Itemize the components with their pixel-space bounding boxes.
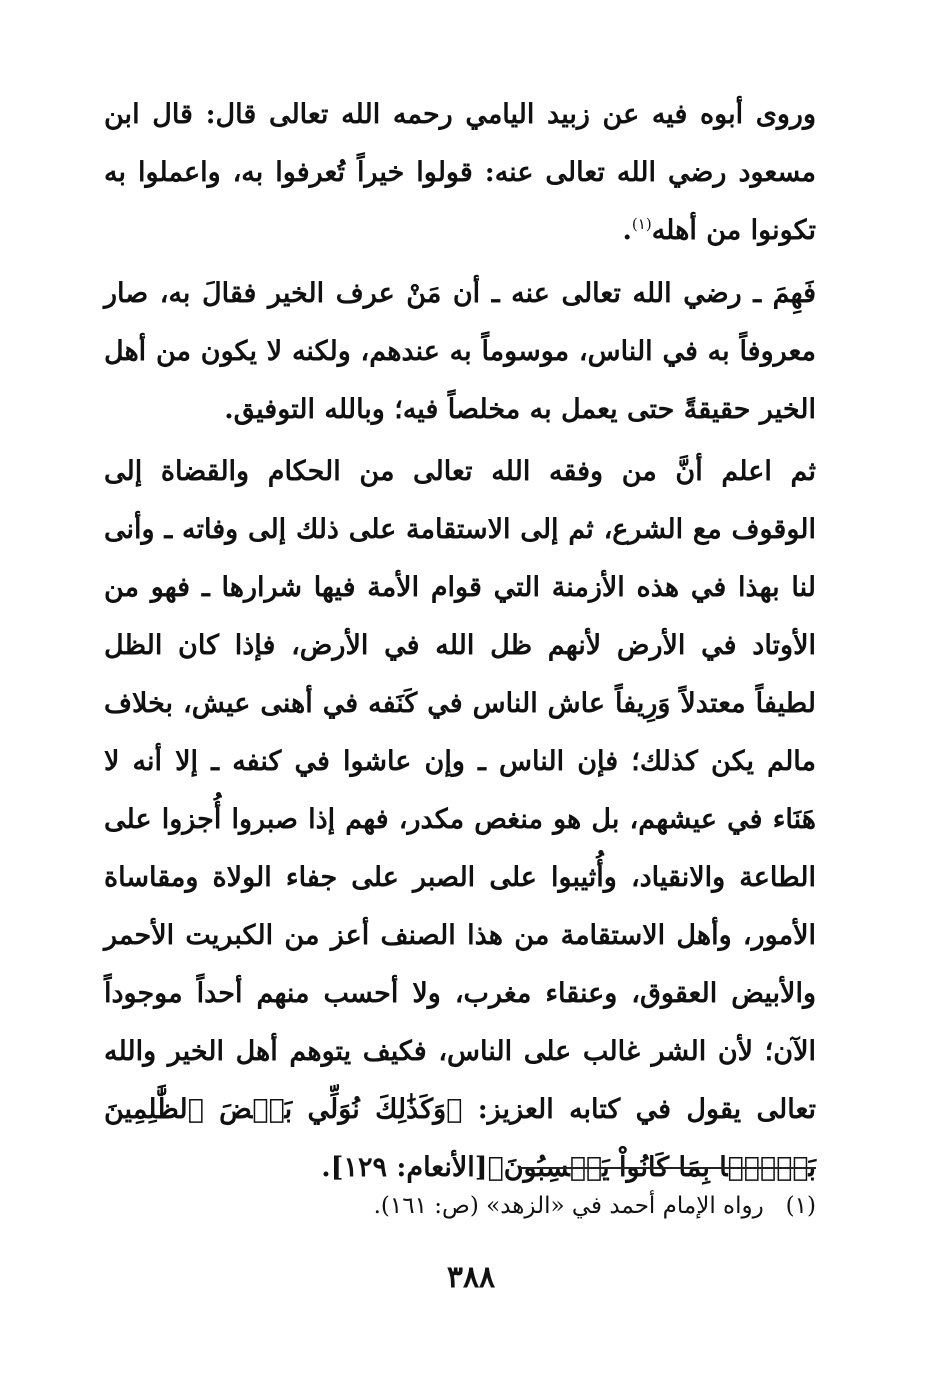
quran-citation: [الأنعام: ١٢٩]. bbox=[321, 1152, 488, 1183]
paragraph-1-end: . bbox=[622, 215, 632, 246]
paragraph-3 bbox=[104, 443, 816, 1197]
footnote-separator bbox=[520, 1167, 816, 1169]
footnote-reference[interactable]: (١) bbox=[631, 215, 652, 233]
footnote-text: رواه الإمام أحمد في «الزهد» (ص: ١٦١). bbox=[373, 1193, 764, 1219]
paragraph-1-text: وروى أبوه فيه عن زبيد اليامي رحمه الله تعالى قال: قال ابن مسعود رضي الله تعالى عنه: قولوا خيراً تُعرفوا به، واعملوا به تكونوا من أهله bbox=[104, 99, 816, 246]
quran-verse: ﴿وَكَذَٰلِكَ نُوَلِّي بَعۡضَ ٱلظَّٰلِمِينَ بَعۡضَۢا بِمَا كَانُواْ يَكۡسِبُونَ﴾ bbox=[104, 1094, 816, 1183]
paragraph-2 bbox=[104, 265, 816, 439]
paragraph-2-text: فَهِمَ ـ رضي الله تعالى عنه ـ أن مَنْ عرف الخير فقالَ به، صار معروفاً به في الناس، موسوماً به عندهم، ولكنه لا يكون من أهل الخير حقيقةً حتى يعمل به مخلصاً فيه؛ وبالله التوفيق. bbox=[104, 278, 816, 425]
paragraph-3-text: ثم اعلم أنَّ من وفقه الله تعالى من الحكام والقضاة إلى الوقوف مع الشرع، ثم إلى الاستقامة على ذلك إلى وفاته ـ وأنى لنا بهذا في هذه الأزمنة التي قوام الأمة فيها شرارها ـ فهو من الأوتاد في الأرض لأنهم ظل الله في الأرض، فإذا كان الظل لطيفاً معتدلاً وَرِيفاً عاش الناس في كَنَفه في أهنى عيش، بخلاف مالم يكن كذلك؛ فإن الناس ـ وإن عاشوا في كنفه ـ إلا أنه لا هَنَاء في عيشهم، بل هو منغص مكدر، فهم إذا صبروا أُجزوا على الطاعة والانقياد، وأُثيبوا على الصبر على جفاء الولاة ومقاساة الأمور، وأهل الاستقامة من هذا الصنف أعز من الكبريت الأحمر والأبيض العقوق، وعنقاء مغرب، ولا أحسب منهم أحداً موجوداً الآن؛ لأن الشر غالب على الناس، فكيف يتوهم أهل الخير والله تعالى يقول في كتابه العزيز: bbox=[104, 456, 816, 1125]
paragraph-1 bbox=[104, 86, 816, 260]
page-number: ٣٨٨ bbox=[446, 1260, 496, 1295]
footnote-number: (١) bbox=[785, 1193, 816, 1219]
footnote bbox=[104, 1188, 816, 1224]
